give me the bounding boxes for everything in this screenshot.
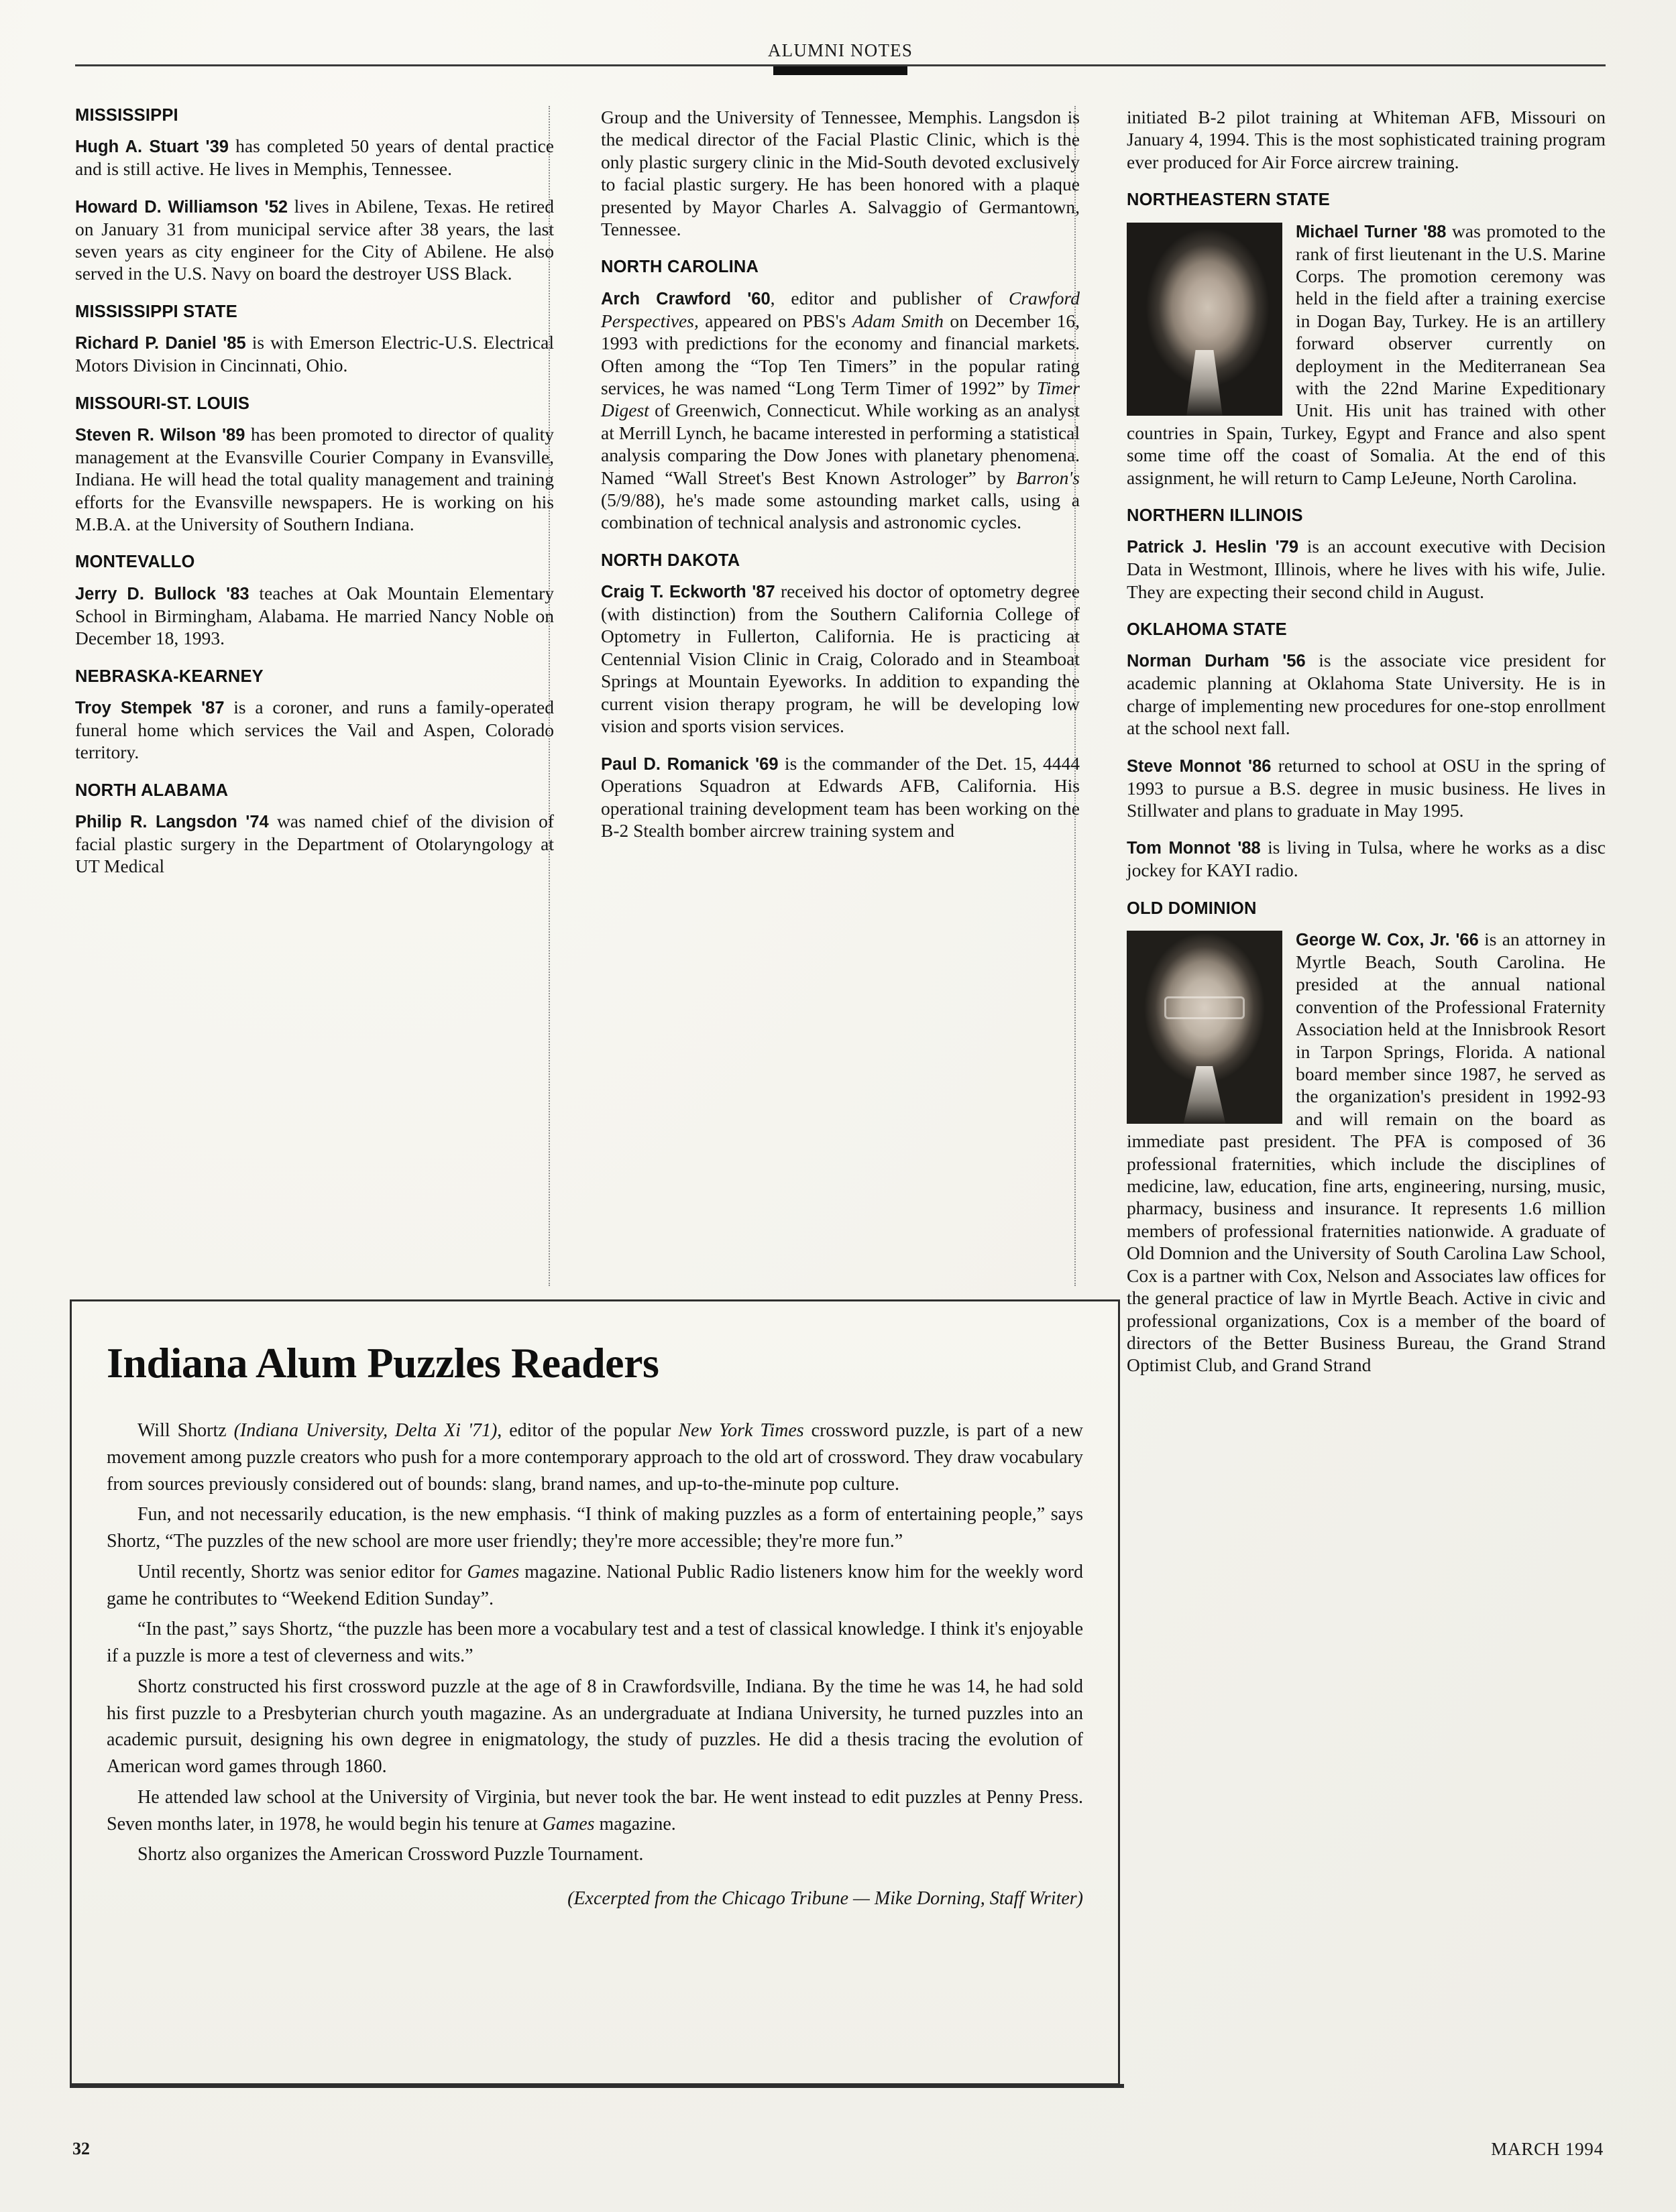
alumnus-text: was promoted to the rank of first lieutenant in the U.S. Marine Corps. The promotion ceremony was held in the field after a training exercise in Dogan Bay, Turkey. He is an artillery forward observer currently on deployment in the Mediterranean Sea with the 22nd Marine Expeditionary Unit. His unit has trained with other countries in Spain, Turkey, Egypt and France and also spent some time off the coast of Somalia. At the end of this assignment, he will return to Camp LeJeune, North Carolina.	[1127, 220, 1606, 488]
feature-credit: (Excerpted from the Chicago Tribune — Mike Dorning, Staff Writer)	[567, 1888, 1083, 1910]
alumnus-text: is an account executive with Decision Data in Westmont, Illinois, where he lives with his wife, Julie. They are expecting their second child in August.	[1127, 536, 1606, 602]
alumni-note	[1127, 836, 1606, 881]
alumnus-name: Craig T. Eckworth '87	[601, 583, 775, 602]
school-heading: NORTH DAKOTA	[601, 550, 740, 570]
feature-paragraph: “In the past,” says Shortz, “the puzzle has been more a vocabulary test and a test of classical knowledge. I think it's enjoyable if a puzzle is more a test of cleverness and wits.”	[107, 1619, 1083, 1667]
feature-title: Indiana Alum Puzzles Readers	[107, 1339, 659, 1387]
school-heading: NEBRASKA-KEARNEY	[75, 666, 264, 686]
alumni-note-with-photo	[1127, 928, 1606, 1377]
alumni-note	[75, 810, 554, 878]
school-heading: NORTH CAROLINA	[601, 257, 759, 277]
note-continuation: Group and the University of Tennessee, Memphis. Langsdon is the medical director of the Facial Plastic Clinic, which is the only plastic surgery clinic in the Mid-South devoted exclusively to facial plastic surgery. He has been honored with a plaque presented by Mayor Charles A. Salvaggio of Germantown, Tennessee.	[601, 107, 1080, 240]
school-heading: NORTHEASTERN STATE	[1127, 190, 1330, 210]
alumni-note	[75, 696, 554, 764]
italic-run: Games	[542, 1813, 595, 1835]
alumnus-text: lives in Abilene, Texas. He retired on January 31 from municipal service after 38 years, the last seven years as city engineer for the City of Abilene. He also served in the U.S. Navy on board the destroyer USS Black.	[75, 195, 554, 284]
alumni-note-with-photo	[1127, 220, 1606, 489]
alumni-note	[75, 331, 554, 376]
alumnus-name: Michael Turner '88	[1296, 222, 1447, 241]
alumnus-name: Hugh A. Stuart '39	[75, 137, 229, 157]
george-cox-portrait	[1127, 931, 1282, 1124]
alumni-note	[75, 195, 554, 285]
alumni-note	[601, 580, 1080, 737]
alumnus-text: is with Emerson Electric-U.S. Electrical Motors Division in Cincinnati, Ohio.	[75, 332, 554, 376]
alumnus-text: is living in Tulsa, where he works as a disc jockey for KAYI radio.	[1127, 837, 1606, 881]
alumnus-name: George W. Cox, Jr. '66	[1296, 931, 1479, 950]
column-1	[75, 106, 554, 1377]
feature-box-shadow-rule	[70, 2084, 1124, 2088]
alumnus-name: Tom Monnot '88	[1127, 839, 1261, 858]
feature-paragraph: Shortz also organizes the American Crossword Puzzle Tournament.	[137, 1844, 644, 1865]
eyeglasses-detail	[1164, 996, 1245, 1020]
footer-issue-date: MARCH 1994	[1491, 2139, 1604, 2159]
running-head	[75, 42, 1606, 75]
masthead-black-tab	[773, 66, 907, 75]
alumnus-name: Patrick J. Heslin '79	[1127, 538, 1298, 557]
italic-run: Crawford Perspectives,	[601, 287, 1080, 331]
alumnus-name: Jerry D. Bullock '83	[75, 584, 249, 603]
alumni-note	[75, 135, 554, 180]
italic-run: Timer Digest	[601, 377, 1080, 421]
alumnus-text: returned to school at OSU in the spring of 1993 to pursue a B.S. degree in music business. He lives in Stillwater and plans to graduate in May 1995.	[1127, 754, 1606, 821]
feature-paragraph: He attended law school at the University of Virginia, but never took the bar. He went instead to edit puzzles at Penny Press. Seven months later, in 1978, he would begin his tenure at Games magazine.	[107, 1786, 1083, 1835]
note-continuation: initiated B-2 pilot training at Whiteman AFB, Missouri on January 4, 1994. This is the most sophisticated training program ever produced for Air Force aircrew training.	[1127, 107, 1606, 172]
italic-run: Games	[467, 1561, 520, 1582]
feature-paragraph: Shortz constructed his first crossword puzzle at the age of 8 in Crawfordsville, Indiana. By the time he was 14, he had sold his first puzzle to a Presbyterian church youth magazine. As an undergraduate at Indiana University, he turned puzzles into an academic pursuit, designing his own degree in enigmatology, the study of puzzles. He did a thesis tracing the evolution of American word games through 1860.	[107, 1676, 1083, 1778]
feature-paragraph: Until recently, Shortz was senior editor for Games magazine. National Public Radio listeners know him for the weekly word game he contributes to “Weekend Edition Sunday”.	[107, 1561, 1083, 1609]
alumnus-name: Troy Stempek '87	[75, 698, 225, 717]
article-columns	[75, 106, 1606, 1377]
alumnus-name: Arch Crawford '60	[601, 289, 771, 308]
alumni-note	[601, 752, 1080, 842]
alumnus-name: Paul D. Romanick '69	[601, 754, 779, 774]
alumnus-text: has completed 50 years of dental practice and is still active. He lives in Memphis, Tennessee.	[75, 135, 554, 180]
school-heading: OLD DOMINION	[1127, 898, 1257, 918]
alumnus-name: Philip R. Langsdon '74	[75, 812, 269, 831]
feature-box	[70, 1299, 1120, 2085]
school-heading: MISSISSIPPI	[75, 106, 178, 125]
alumnus-text: , editor and publisher of Crawford Perspectives, appeared on PBS's Adam Smith on December 16, 1993 with predictions for the economy and financial markets. Often among the “Top Ten Timers” in the popular rating services, he was named “Long Term Timer of 1992” by Timer Digest of Greenwich, Connecticut. While working as an analyst at Merrill Lynch, he bacame interested in performing a statistical analysis comparing the Dow Jones with planetary phenomena. Named “Wall Street's Best Known Astrologer” by Barron's (5/9/88), he's made some astounding market calls, using a combination of technical analysis and astronomic cycles.	[601, 287, 1080, 533]
feature-paragraph: Fun, and not necessarily education, is the new emphasis. “I think of making puzzles as a form of entertaining people,” says Shortz, “The puzzles of the new school are more user friendly; they're more accessible; they're more fun.”	[107, 1504, 1083, 1552]
alumnus-text: received his doctor of optometry degree (with distinction) from the Southern California College of Optometry in Fullerton, California. He is practicing at Centennial Vision Clinic in Craig, Colorado and in Steamboat Springs at Mountain Eyeworks. In addition to expanding the current vision therapy program, he will be developing low vision and sports vision services.	[601, 581, 1080, 737]
alumnus-name: Richard P. Daniel '85	[75, 334, 246, 353]
italic-run: (Indiana University, Delta Xi '71)	[233, 1420, 498, 1442]
alumnus-name: Norman Durham '56	[1127, 652, 1306, 671]
alumni-note	[75, 582, 554, 650]
footer-page-number: 32	[72, 2139, 90, 2158]
alumnus-text: has been promoted to director of quality management at the Evansville Courier Company in Evansville, Indiana. He will head the total quality management and training efforts for the Evansville newspapers. He is working on his M.B.A. at the University of Southern Indiana.	[75, 423, 554, 535]
feature-paragraph: Will Shortz (Indiana University, Delta Xi '71), editor of the popular New York Times crossword puzzle, is part of a new movement among puzzle creators who push for a more contemporary approach to the old art of crossword. They draw vocabulary from sources previously considered out of bounds: slang, brand names, and up-to-the-minute pop culture.	[107, 1420, 1084, 1495]
alumnus-text: teaches at Oak Mountain Elementary School in Birmingham, Alabama. He married Nancy Noble on December 18, 1993.	[75, 582, 554, 649]
alumni-note	[75, 423, 554, 536]
italic-run: Barron's	[1015, 467, 1080, 488]
alumnus-text: is an attorney in Myrtle Beach, South Carolina. He presided at the annual national convention of the Professional Fraternity Association held at the Innisbrook Resort in Tarpon Springs, Florida. A national board member since 1987, he served as the organization's president in 1992-93 and will remain on the board as immediate past president. The PFA is composed of 36 professional fraternities, which include the disciplines of medicine, law, education, fine arts, engineering, nursing, music, pharmacy, business and insurance. It represents 1.6 million members of professional fraternities nationwide. A graduate of Old Domnion and the University of South Carolina Law School, Cox is a partner with Cox, Nelson and Associates law offices for the general practice of law in Myrtle Beach. Active in civic and professional organizations, Cox is a member of the board of directors of the Better Business Bureau, the Grand Strand Optimist Club, and Grand Strand	[1127, 929, 1606, 1376]
alumnus-name: Steve Monnot '86	[1127, 756, 1272, 776]
column-3	[1127, 106, 1606, 1377]
alumnus-name: Steven R. Wilson '89	[75, 425, 245, 445]
alumnus-text: is a coroner, and runs a family-operated funeral home which services the Vail and Aspen, Colorado territory.	[75, 696, 554, 763]
school-heading: NORTH ALABAMA	[75, 780, 229, 800]
alumnus-text: is the commander of the Det. 15, 4444 Operations Squadron at Edwards AFB, California. His operational training development team has been working on the B-2 Stealth bomber aircrew training system and	[601, 752, 1080, 841]
alumni-note	[601, 287, 1080, 534]
school-heading: NORTHERN ILLINOIS	[1127, 506, 1303, 525]
school-heading: OKLAHOMA STATE	[1127, 620, 1287, 640]
alumnus-text: is the associate vice president for academic planning at Oklahoma State University. He is in charge of implementing new procedures for one-stop enrollment at the school next fall.	[1127, 650, 1606, 739]
school-heading: MONTEVALLO	[75, 552, 195, 572]
alumni-note	[1127, 535, 1606, 603]
column-2	[601, 106, 1080, 1377]
alumni-note	[1127, 754, 1606, 822]
school-heading: MISSOURI-ST. LOUIS	[75, 394, 250, 413]
alumnus-name: Howard D. Williamson '52	[75, 197, 288, 217]
michael-turner-portrait	[1127, 223, 1282, 416]
school-heading: MISSISSIPPI STATE	[75, 302, 237, 321]
running-head-title: ALUMNI NOTES	[767, 40, 913, 60]
alumni-note	[1127, 649, 1606, 739]
italic-run: Adam Smith	[852, 310, 944, 331]
alumnus-text: was named chief of the division of facial plastic surgery in the Department of Otolaryngology at UT Medical	[75, 810, 554, 877]
italic-run: New York Times	[678, 1420, 804, 1442]
feature-body	[107, 1417, 1083, 1868]
